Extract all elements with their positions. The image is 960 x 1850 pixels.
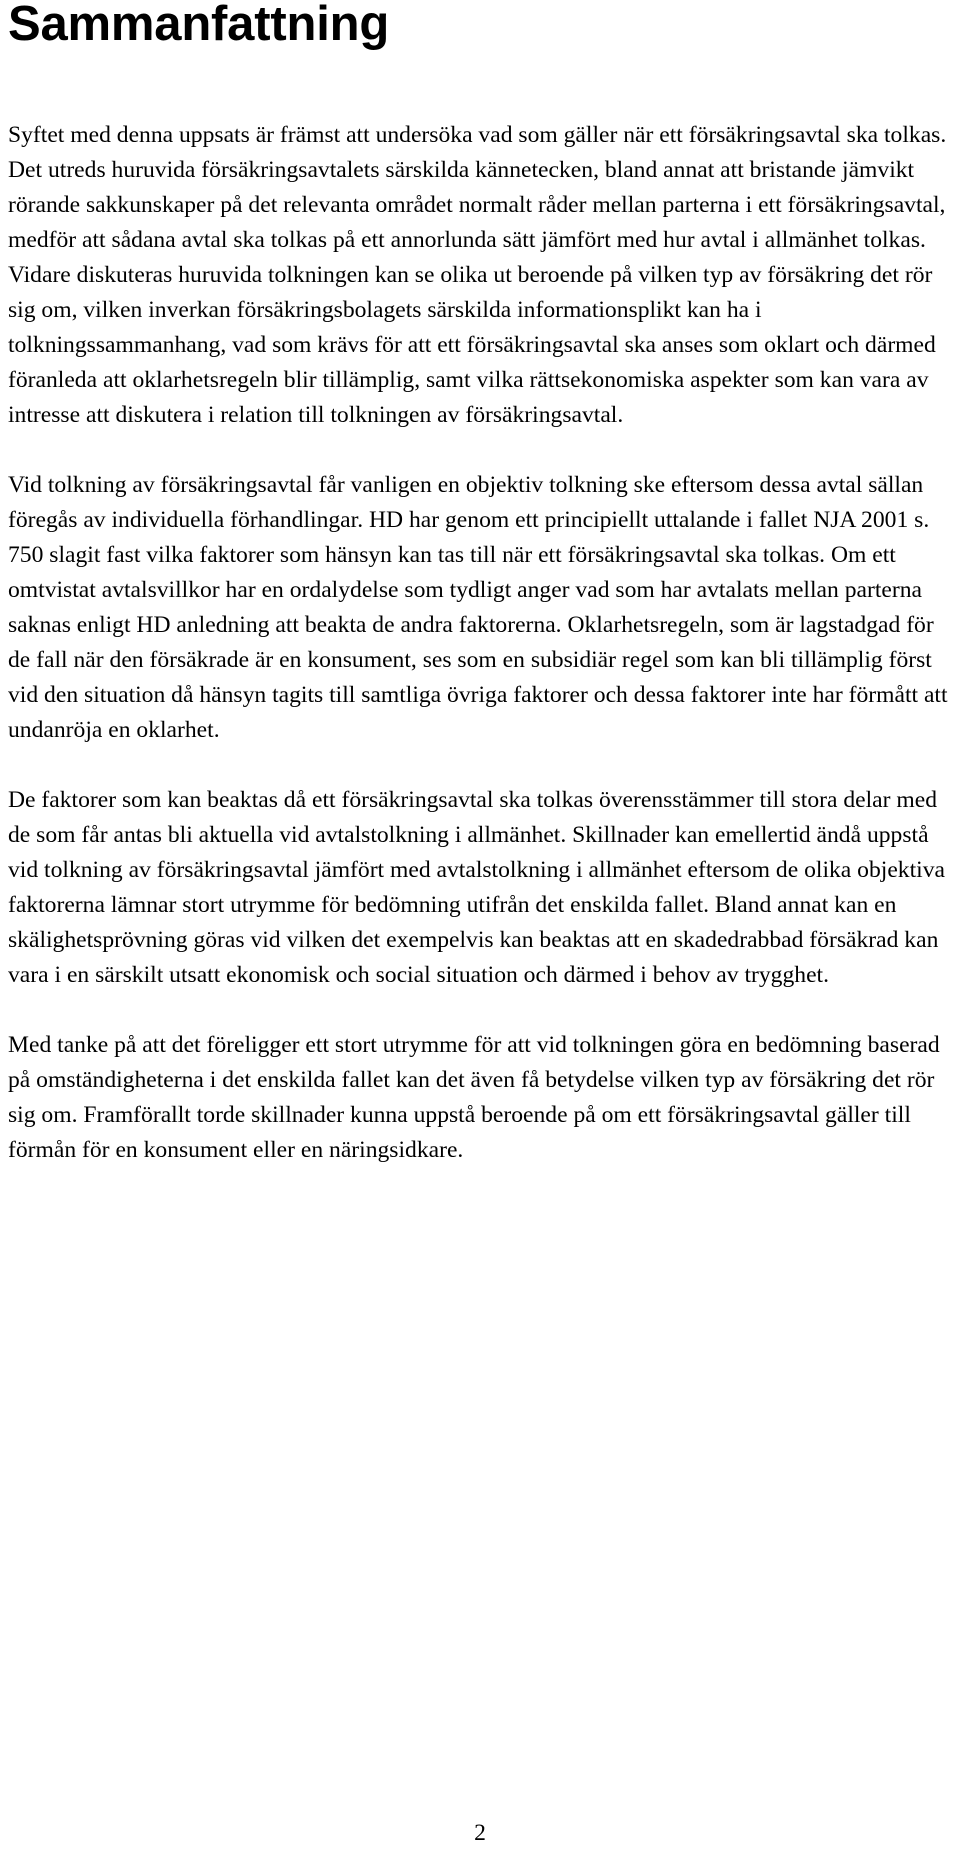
paragraph-2: Vid tolkning av försäkringsavtal får vanligen en objektiv tolkning ske eftersom dessa avtal sällan föregås av individuella förhandlingar. HD har genom ett principiellt uttalande i fallet NJA 2001 s. 750 slagit fast vilka faktorer som hänsyn kan tas till när ett försäkringsavtal ska tolkas. Om ett omtvistat avtalsvillkor har en ordalydelse som tydligt anger vad som har avtalats mellan parterna saknas enligt HD anledning att beakta de andra faktorerna. Oklarhetsregeln, som är lagstadgad för de fall när den försäkrade är en konsument, ses som en subsidiär regel som kan bli tillämplig först vid den situation då hänsyn tagits till samtliga övriga faktorer och dessa faktorer inte har förmått att undanröja en oklarhet. [8,472,948,743]
paragraph-3: De faktorer som kan beaktas då ett försäkringsavtal ska tolkas överensstämmer till stora delar med de som får antas bli aktuella vid avtalstolkning i allmänhet. Skillnader kan emellertid ändå uppstå vid tolkning av försäkringsavtal jämfört med avtalstolkning i allmänhet eftersom de olika objektiva faktorerna lämnar stort utrymme för bedömning utifrån det enskilda fallet. Bland annat kan en skälighetsprövning göras vid vilken det exempelvis kan beaktas att en skadedrabbad försäkrad kan vara i en särskilt utsatt ekonomisk och social situation och därmed i behov av trygghet. [8,787,945,988]
page-number: 2 [474,1820,486,1846]
paragraph-4: Med tanke på att det föreligger ett stort utrymme för att vid tolkningen göra en bedömning baserad på omständigheterna i det enskilda fallet kan det även få betydelse vilken typ av försäkring det rör sig om. Framförallt torde skillnader kunna uppstå beroende på om ett försäkringsavtal gäller till förmån för en konsument eller en näringsidkare. [8,1032,940,1163]
document-body [8,118,956,1203]
page-title: Sammanfattning [8,0,390,51]
paragraph-1: Syftet med denna uppsats är främst att undersöka vad som gäller när ett försäkringsavtal ska tolkas. Det utreds huruvida försäkringsavtalets särskilda kännetecken, bland annat att bristande jämvikt rörande sakkunskaper på det relevanta området normalt råder mellan parterna i ett försäkringsavtal, medför att sådana avtal ska tolkas på ett annorlunda sätt jämfört med hur avtal i allmänhet tolkas. Vidare diskuteras huruvida tolkningen kan se olika ut beroende på vilken typ av försäkring det rör sig om, vilken inverkan försäkringsbolagets särskilda informationsplikt kan ha i tolkningssammanhang, vad som krävs för att ett försäkringsavtal ska anses som oklart och därmed föranleda att oklarhetsregeln blir tillämplig, samt vilka rättsekonomiska aspekter som kan vara av intresse att diskutera i relation till tolkningen av försäkringsavtal. [8,122,947,428]
